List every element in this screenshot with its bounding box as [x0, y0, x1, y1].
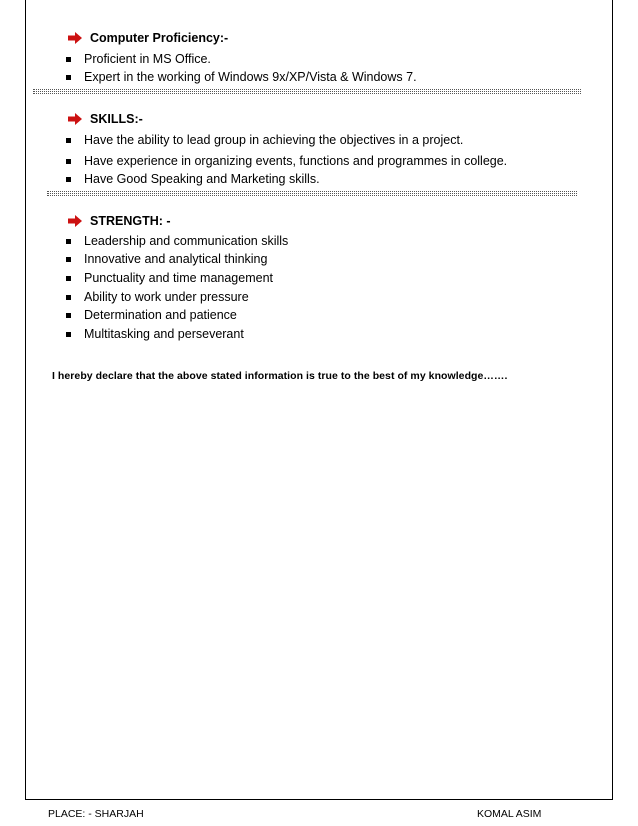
footer-name: KOMAL ASIM [477, 808, 542, 820]
section-divider [47, 191, 577, 196]
square-bullet-icon [66, 276, 71, 281]
list-item-text: Innovative and analytical thinking [84, 252, 268, 266]
list-item [66, 232, 288, 250]
list-item-text: Leadership and communication skills [84, 234, 289, 248]
list-item-text: Have Good Speaking and Marketing skills. [84, 172, 320, 186]
declaration-text: I hereby declare that the above stated information is true to the best of my knowledge……. [52, 370, 508, 382]
right-arrow-icon [68, 32, 82, 44]
list-item [66, 269, 273, 287]
footer-place: PLACE: - SHARJAH [48, 808, 144, 820]
list-item [66, 152, 507, 170]
list-item-text: Multitasking and perseverant [84, 327, 244, 341]
square-bullet-icon [66, 75, 71, 80]
square-bullet-icon [66, 313, 71, 318]
square-bullet-icon [66, 257, 71, 262]
skills-heading [68, 110, 143, 128]
square-bullet-icon [66, 295, 71, 300]
square-bullet-icon [66, 57, 71, 62]
computer-proficiency-heading [68, 29, 228, 47]
list-item-text: Punctuality and time management [84, 271, 273, 285]
square-bullet-icon [66, 159, 71, 164]
strength-title: STRENGTH: - [90, 214, 171, 228]
list-item [66, 68, 417, 86]
right-arrow-icon [68, 113, 82, 125]
list-item-text: Ability to work under pressure [84, 290, 249, 304]
list-item [66, 170, 320, 188]
square-bullet-icon [66, 177, 71, 182]
list-item [66, 131, 463, 149]
list-item [66, 325, 244, 343]
list-item [66, 50, 211, 68]
strength-heading [68, 212, 171, 230]
list-item-text: Determination and patience [84, 308, 237, 322]
computer-proficiency-title: Computer Proficiency:- [90, 31, 229, 45]
list-item [66, 306, 237, 324]
square-bullet-icon [66, 239, 71, 244]
list-item-text: Have the ability to lead group in achieving the objectives in a project. [84, 133, 464, 147]
list-item [66, 250, 267, 268]
list-item-text: Have experience in organizing events, functions and programmes in college. [84, 154, 508, 168]
list-item [66, 288, 249, 306]
right-arrow-icon [68, 215, 82, 227]
section-divider [33, 89, 581, 94]
list-item-text: Proficient in MS Office. [84, 52, 211, 66]
square-bullet-icon [66, 138, 71, 143]
skills-title: SKILLS:- [90, 112, 143, 126]
square-bullet-icon [66, 332, 71, 337]
list-item-text: Expert in the working of Windows 9x/XP/Vista & Windows 7. [84, 70, 417, 84]
